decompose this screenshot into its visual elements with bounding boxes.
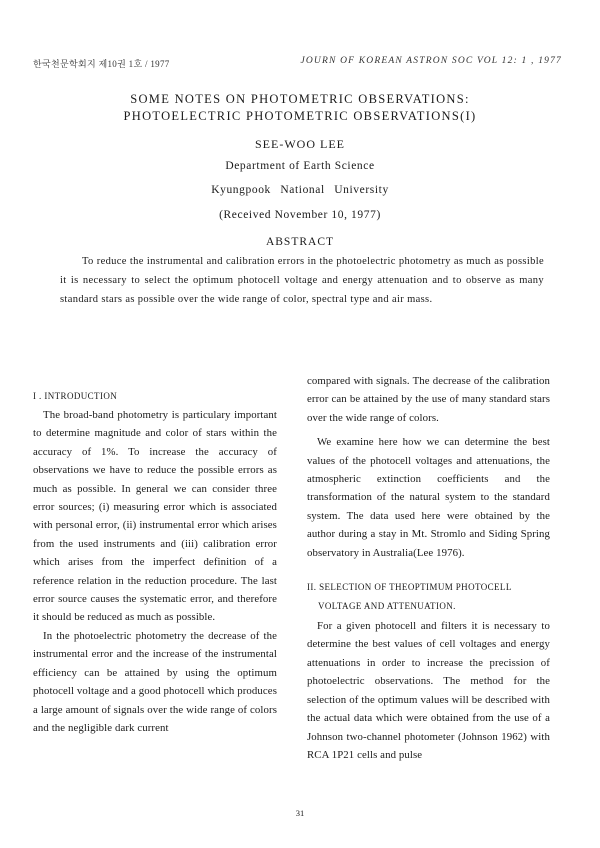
intro-paragraph-2: In the photoelectric photometry the decrease of the instrumental error and the increase of the instrumental efficiency can be attained by using the optimum photocell voltage and a good photocell which produces a large amount of signals over the wide range of colors and the negligible dark current (33, 629, 277, 734)
abstract-text: To reduce the instrumental and calibration errors in the photoelectric photometry as much as possible it is necessary to select the optimum photocell voltage and energy attenuation and to observe as many standard stars as possible over the wide range of color, spectral type and air mass. (60, 256, 544, 305)
author-name: SEE-WOO LEE (255, 137, 345, 151)
right-column (307, 372, 550, 764)
running-header-left: 한국천문학회지 제10권 1호 / 1977 (33, 59, 170, 69)
intro-paragraph-3: compared with signals. The decrease of the calibration error can be attained by the use of many standard stars over the wide range of colors. (307, 375, 550, 424)
page-number: 31 (295, 808, 305, 818)
intro-paragraph-4: We examine here how we can determine the best values of the photocell voltages and attenuations, the atmospheric extinction coefficients and the transformation of the natural system to the standard system. The data used here were obtained by the author during a stay in Mt. Stromlo and Siding Spring observatory in Australia(Lee 1976). (307, 436, 550, 559)
section-gap (307, 562, 550, 579)
section-heading-introduction: I . INTRODUCTION (33, 391, 118, 401)
affiliation-department: Department of Earth Science (225, 160, 375, 172)
received-date: (Received November 10, 1977) (219, 209, 381, 221)
paper-title-line1: SOME NOTES ON PHOTOMETRIC OBSERVATIONS: (130, 92, 470, 106)
affiliation-university: Kyungpook National University (211, 184, 389, 196)
intro-paragraph-1: The broad-band photometry is particulary important to determine magnitude and color of stars within the accuracy of 1%. To increase the accuracy of observations we have to reduce the possible errors as much as possible. In general we can consider three error sources; (i) measuring error which is associated with personal error, (ii) instrumental error which arises from the used instruments and (iii) calibration error which arises from the imperfect definition of a reference relation in the reduction procedure. The last error source causes the systematic error, and therefore it should be reduced as much as possible. (33, 409, 277, 624)
abstract-heading: ABSTRACT (265, 236, 335, 248)
paper-title-line2: PHOTOELECTRIC PHOTOMETRIC OBSERVATIONS(I) (123, 109, 477, 123)
left-column (33, 388, 277, 737)
section2-paragraph-1: For a given photocell and filters it is necessary to determine the best values of cell voltages and energy attenuations in order to increase the precission of photoelectric observations. The method for the selection of the optimum values will be described with the actual data which were obtained from the use of a Johnson two-channel photometer (Johnson 1962) with RCA 1P21 cells and pulse (307, 620, 550, 761)
running-header-right: JOURN OF KOREAN ASTRON SOC VOL 12: 1 , 1977 (300, 56, 562, 66)
section-subheading-selection: VOLTAGE AND ATTENUATION. (318, 601, 456, 612)
section-heading-selection: II. SELECTION OF THEOPTIMUM PHOTOCELL (307, 582, 512, 593)
